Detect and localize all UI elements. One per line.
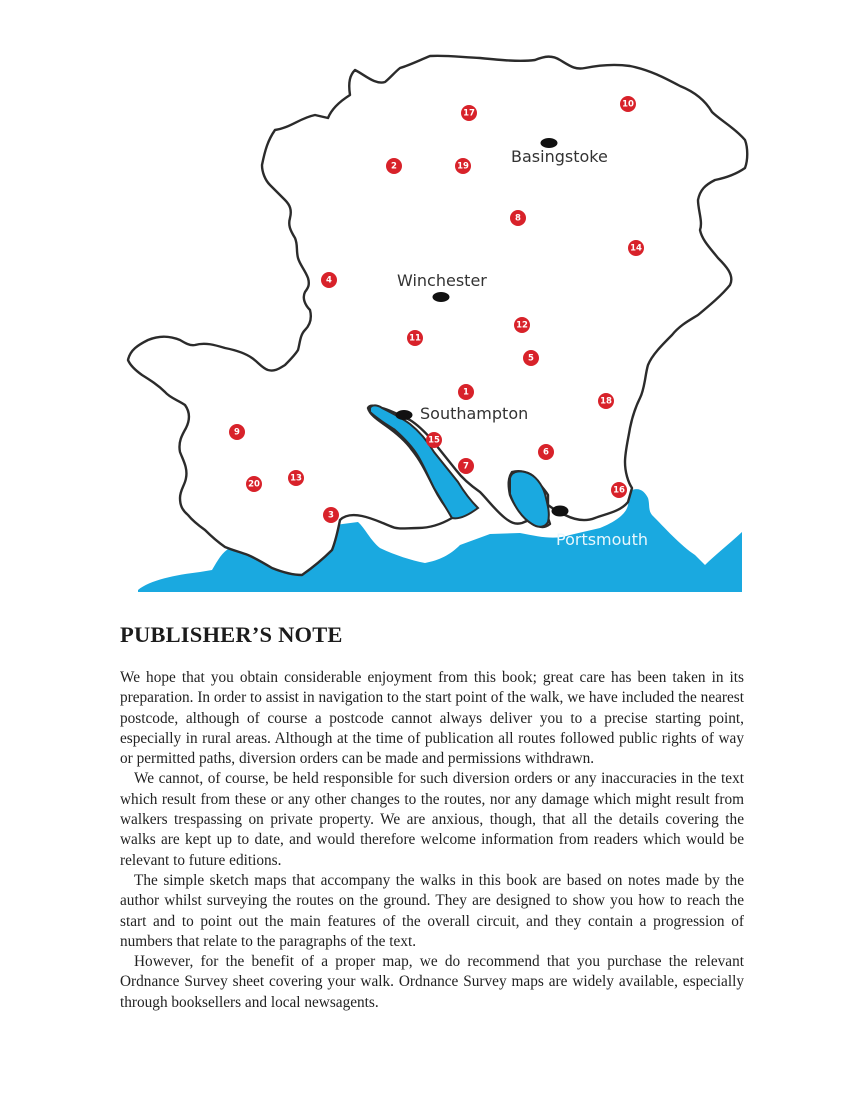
- walk-marker-number: 12: [516, 320, 528, 331]
- walk-marker-number: 20: [248, 479, 260, 490]
- walk-marker-15: [426, 432, 442, 448]
- walk-marker-14: [628, 240, 644, 256]
- town-dot-portsmouth: [552, 506, 569, 517]
- note-paragraph-4: However, for the benefit of a proper map, we do recommend that you purchase the relevant Ordnance Survey sheet covering your walk. Ordnance Survey maps are widely available, especially through booksellers and local newsagents.: [120, 953, 744, 1011]
- walk-marker-12: [514, 317, 530, 333]
- walk-marker-number: 16: [613, 485, 625, 496]
- town-dot-southampton: [396, 410, 413, 420]
- walk-marker-8: [510, 210, 526, 226]
- walk-marker-number: 15: [428, 435, 440, 446]
- walk-marker-18: [598, 393, 614, 409]
- walk-marker-2: [386, 158, 402, 174]
- town-label-winchester: Winchester: [397, 271, 487, 290]
- walk-marker-number: 2: [391, 161, 397, 172]
- walk-marker-number: 11: [409, 333, 421, 344]
- walk-marker-7: [458, 458, 474, 474]
- town-dot-winchester: [433, 292, 450, 302]
- town-label-portsmouth: Portsmouth: [556, 530, 648, 549]
- walk-marker-3: [323, 507, 339, 523]
- walk-marker-number: 4: [326, 275, 332, 286]
- walk-marker-10: [620, 96, 636, 112]
- publishers-note: [120, 622, 744, 1013]
- walk-marker-20: [246, 476, 262, 492]
- town-label-basingstoke: Basingstoke: [511, 147, 608, 166]
- walk-marker-13: [288, 470, 304, 486]
- walk-marker-17: [461, 105, 477, 121]
- walk-marker-number: 17: [463, 108, 475, 119]
- walk-marker-number: 14: [630, 243, 642, 254]
- walk-marker-4: [321, 272, 337, 288]
- walk-marker-number: 7: [463, 461, 469, 472]
- walk-marker-1: [458, 384, 474, 400]
- walk-marker-16: [611, 482, 627, 498]
- walk-marker-number: 6: [543, 447, 549, 458]
- town-label-southampton: Southampton: [420, 404, 529, 423]
- note-heading: PUBLISHER’S NOTE: [120, 622, 343, 647]
- walk-marker-9: [229, 424, 245, 440]
- walk-marker-number: 5: [528, 353, 534, 364]
- walk-marker-number: 8: [515, 213, 521, 224]
- walk-marker-number: 10: [622, 99, 634, 110]
- walk-marker-number: 9: [234, 427, 240, 438]
- walk-marker-5: [523, 350, 539, 366]
- note-paragraph-1: We hope that you obtain considerable enjoyment from this book; great care has been taken in its preparation. In order to assist in navigation to the start point of the walk, we have included the nearest postcode, although of course a postcode cannot always deliver you to a precise starting point, especially in rural areas. Although at the time of publication all routes followed public rights of way or permitted paths, diversion orders can be made and permissions withdrawn.: [120, 669, 744, 768]
- note-paragraph-2: We cannot, of course, be held responsible for such diversion orders or any inaccuracies in the text which result from these or any other changes to the routes, nor any damage which might result from walkers trespassing on private property. We are anxious, though, that all the details covering the walks are kept up to date, and would therefore welcome information from readers which would be relevant to future editions.: [120, 770, 744, 869]
- walk-marker-number: 19: [457, 161, 469, 172]
- walk-marker-number: 13: [290, 473, 302, 484]
- walk-marker-number: 1: [463, 387, 469, 398]
- walk-marker-11: [407, 330, 423, 346]
- walk-marker-6: [538, 444, 554, 460]
- walk-marker-19: [455, 158, 471, 174]
- walk-marker-number: 3: [328, 510, 334, 521]
- note-paragraph-3: The simple sketch maps that accompany the walks in this book are based on notes made by the author whilst surveying the routes on the ground. They are designed to show you how to reach the start and to point out the main features of the overall circuit, and they contain a progression of numbers that relate to the paragraphs of the text.: [120, 871, 744, 950]
- county-outline: [128, 56, 747, 575]
- walk-marker-number: 18: [600, 396, 612, 407]
